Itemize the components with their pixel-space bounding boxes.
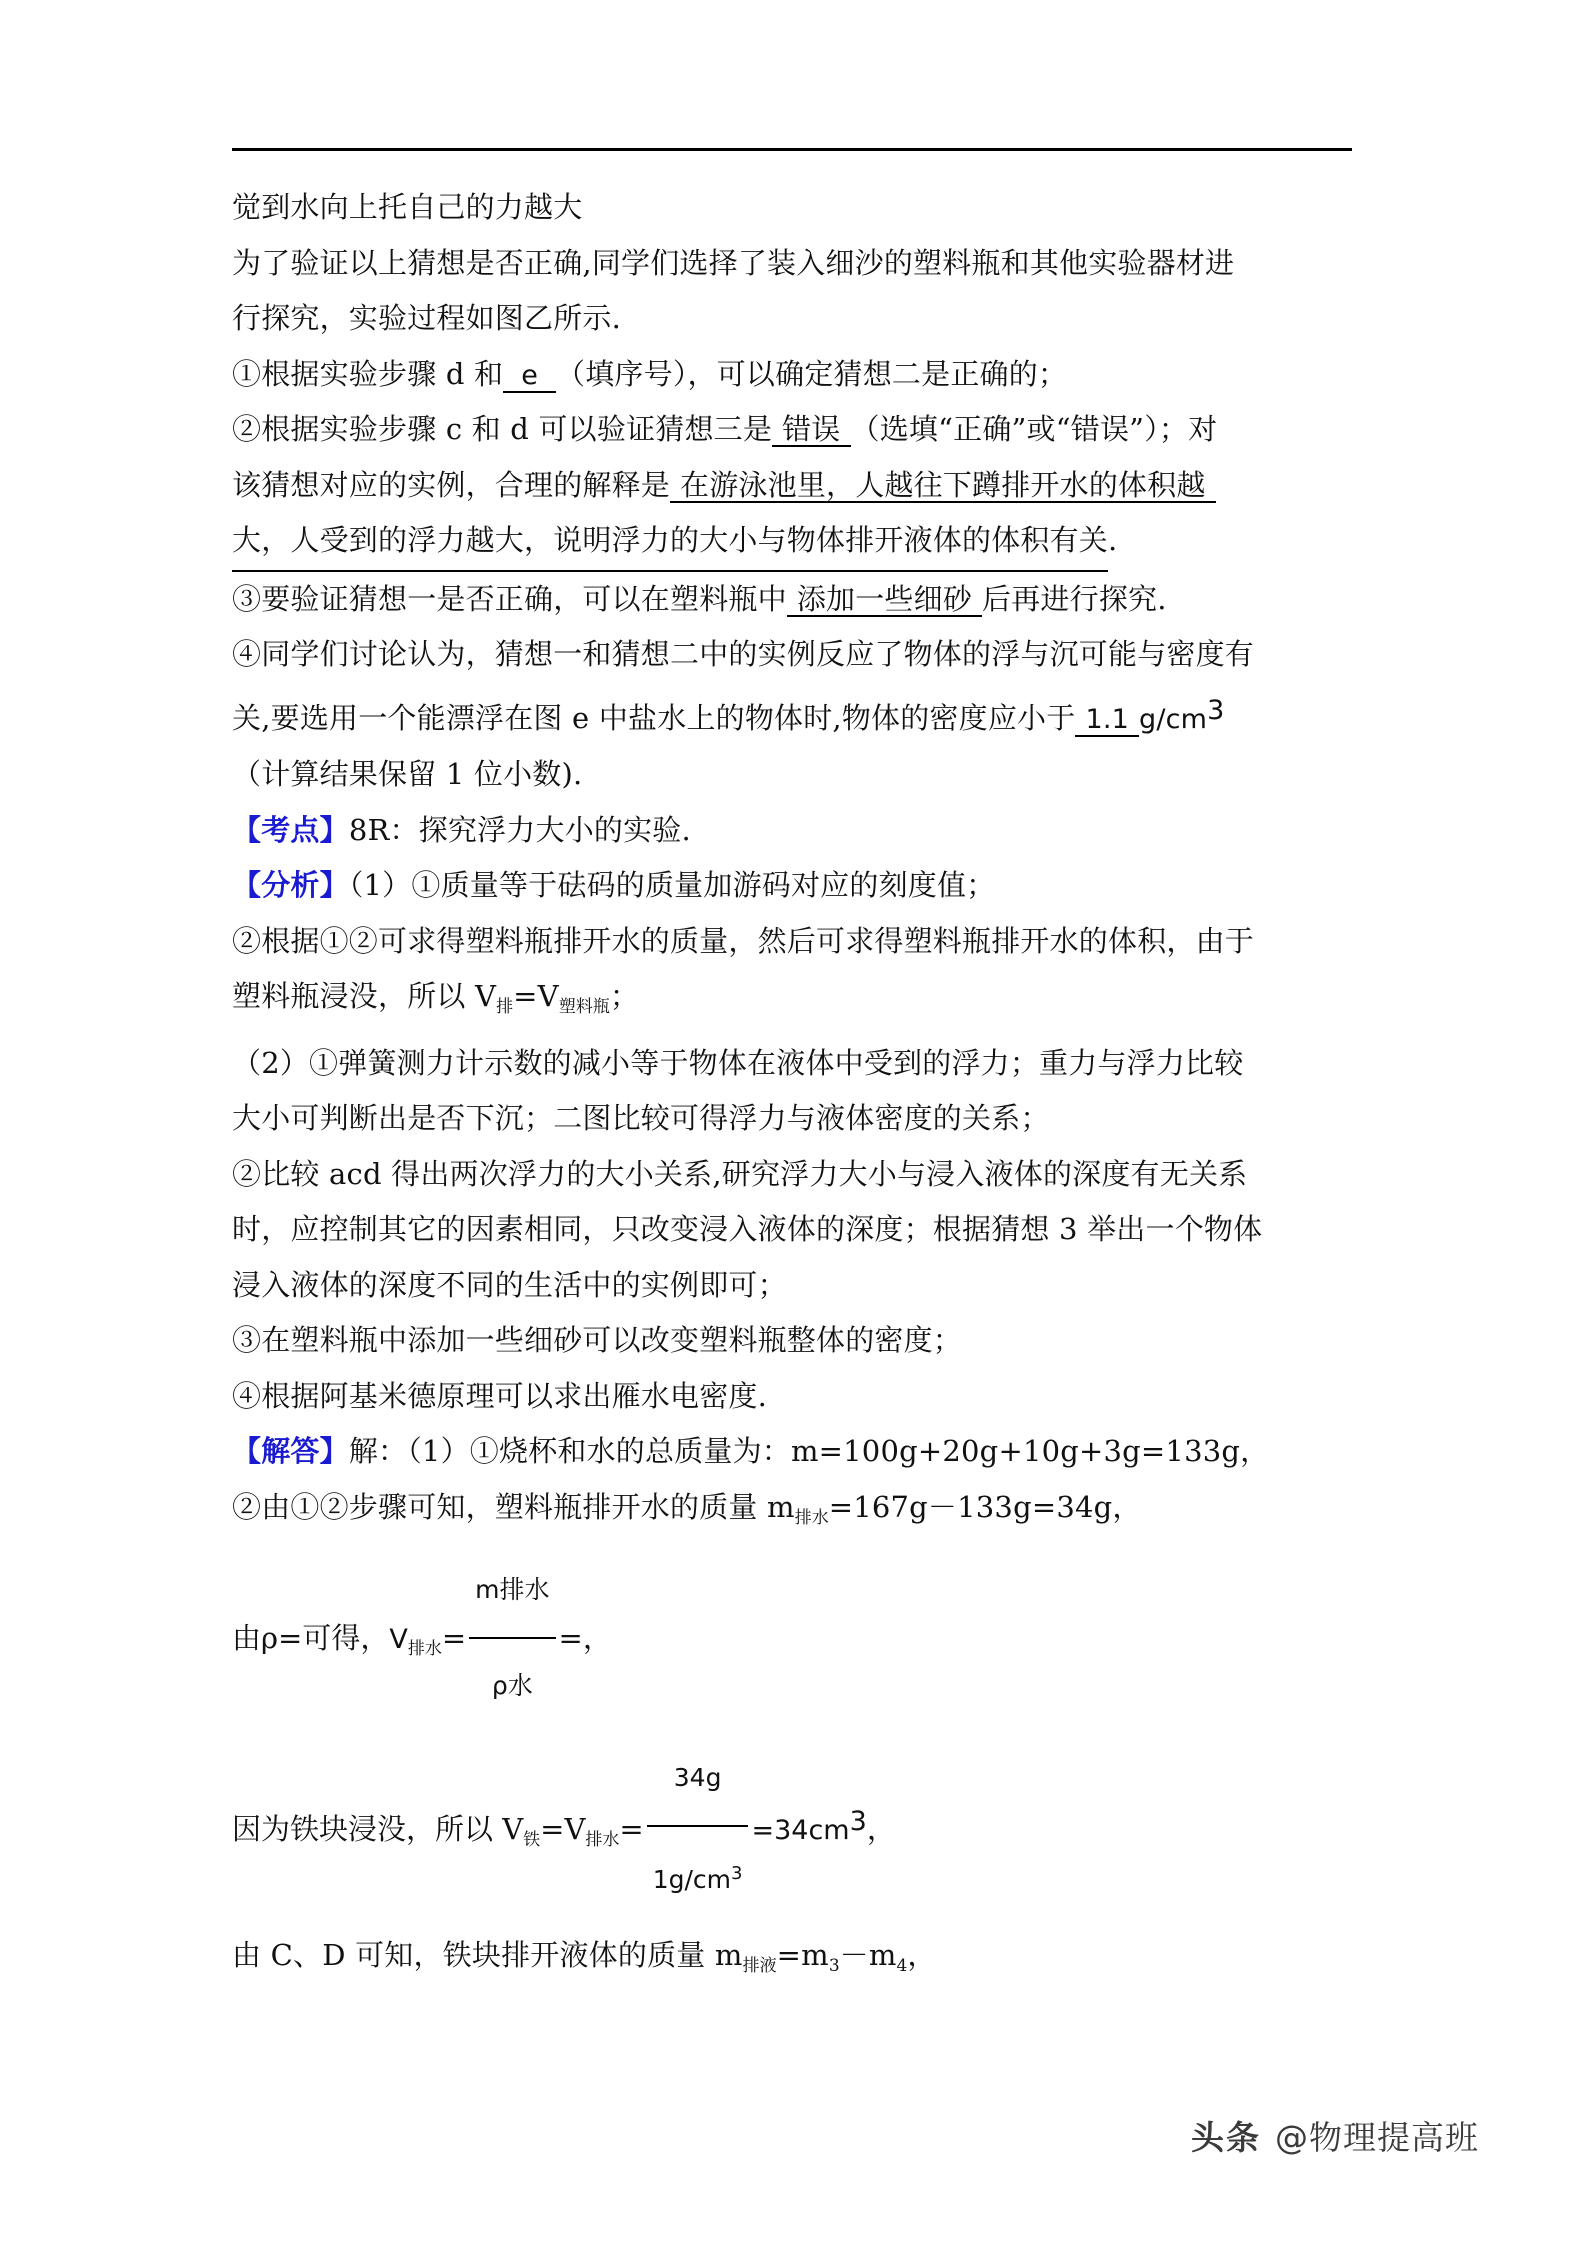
q2-answer: 错误 (772, 414, 850, 447)
q2c-suffix: . (1108, 523, 1118, 557)
f1-variable-subscript: 排水 (407, 1639, 442, 1659)
q1-suffix: （填序号），可以确定猜想二是正确的； (556, 356, 1068, 391)
q2-prefix: ②根据实验步骤 c 和 d 可以验证猜想三是 (232, 412, 773, 446)
question-4-line: ④同学们讨论认为，猜想一和猜想二中的实例反应了物体的浮与沉可能与密度有 (232, 637, 1255, 671)
formula-line-2 (232, 1734, 1360, 1928)
f2-end: ， (866, 1812, 896, 1846)
formula-line-3 (232, 1928, 1360, 1995)
f3-suffix: =m (776, 1938, 829, 1972)
fraction (647, 1732, 749, 1926)
analysis-line-7: 浸入液体的深度不同的生活中的实例即可； (232, 1267, 787, 1302)
q4b-unit-exponent: 3 (1207, 694, 1225, 726)
a2b-suffix: ； (609, 979, 640, 1013)
question-4c-line: （计算结果保留 1 位小数). (232, 757, 583, 791)
question-4b-line (232, 683, 1360, 748)
watermark (1191, 2112, 1479, 2159)
f1-variable: V (389, 1624, 408, 1655)
fraction-denominator (647, 1827, 749, 1926)
f3-prefix: 由 C、D 可知，铁块排开液体的质量 m (232, 1938, 743, 1972)
f1-prefix: 由ρ=可得， (232, 1621, 390, 1655)
kaodian-label: 【考点】 (232, 812, 349, 847)
f2-result-exponent: 3 (849, 1806, 867, 1837)
document-body (232, 180, 1360, 1995)
fraction-numerator: m排水 (469, 1544, 555, 1639)
jieda-line (232, 1424, 1360, 1480)
a2b-prefix: 塑料瓶浸没，所以 V (232, 979, 497, 1013)
s2-prefix: ②由①②步骤可知，塑料瓶排开水的质量 m (232, 1489, 795, 1524)
kaodian-text: 8R：探究浮力大小的实验. (348, 812, 691, 847)
q2-suffix: （选填“正确”或“错误”）；对 (850, 412, 1218, 446)
q2b-answer: 在游泳池里，人越往下蹲排开水的体积越 (670, 470, 1216, 503)
question-2-line (232, 402, 1360, 458)
question-2c-line (232, 513, 1360, 572)
fraction-denominator: ρ水 (491, 1671, 533, 1700)
q4b-answer: 1.1 (1075, 706, 1139, 737)
f2-subscript-1: 铁 (523, 1830, 541, 1850)
a2b-middle: =V (513, 979, 559, 1013)
watermark-handle: @物理提高班 (1275, 2118, 1479, 2157)
denominator-exponent: 3 (731, 1863, 743, 1884)
text-line: 觉到水向上托自己的力越大 (232, 190, 583, 224)
q3-suffix: 后再进行探究. (982, 581, 1167, 616)
q1-answer: e (503, 362, 556, 393)
analysis-line-3: （2）①弹簧测力计示数的减小等于物体在液体中受到的浮力；重力与浮力比较 (232, 1045, 1244, 1080)
f3-subscript-2: 3 (828, 1956, 840, 1976)
q1-prefix: ①根据实验步骤 d 和 (232, 356, 504, 391)
f2-subscript-2: 排水 (585, 1830, 620, 1850)
fenxi-label: 【分析】 (232, 868, 349, 902)
analysis-line-6: 时，应控制其它的因素相同，只改变浸入液体的深度；根据猜想 3 举出一个物体 (232, 1212, 1263, 1246)
analysis-line-2b (232, 969, 1360, 1036)
f3-suffix-2: －m (839, 1938, 897, 1972)
denominator-text: 1g/cm (652, 1865, 732, 1894)
f2-middle: =V (540, 1812, 586, 1846)
a2b-subscript-1: 排 (496, 997, 514, 1017)
question-3-line (232, 572, 1360, 628)
analysis-line-8: ③在塑料瓶中添加一些细砂可以改变塑料瓶整体的密度； (232, 1323, 963, 1357)
analysis-line-5: ②比较 acd 得出两次浮力的大小关系,研究浮力大小与浸入液体的深度有无关系 (232, 1156, 1248, 1191)
a2b-subscript-2: 塑料瓶 (558, 997, 610, 1017)
jieda-label: 【解答】 (232, 1434, 349, 1468)
f3-subscript: 排液 (742, 1956, 777, 1976)
jieda-text: 解：（1）①烧杯和水的总质量为：m=100g+20g+10g+3g=133g， (348, 1434, 1270, 1468)
kaodian-line (232, 803, 1360, 859)
f2-equals: = (619, 1812, 644, 1846)
q4b-prefix: 关,要选用一个能漂浮在图 e 中盐水上的物体时,物体的密度应小于 (232, 700, 1076, 735)
analysis-line-9: ④根据阿基米德原理可以求出雁水电密度. (232, 1378, 768, 1413)
toutiao-logo: 头条 (1191, 2118, 1261, 2157)
q2c-answer: 大，人受到的浮力越大，说明浮力的大小与物体排开液体的体积有关 (232, 513, 1108, 572)
fraction-numerator: 34g (647, 1732, 749, 1827)
q3-prefix: ③要验证猜想一是否正确，可以在塑料瓶中 (232, 581, 787, 616)
s2-subscript: 排水 (794, 1507, 829, 1528)
f2-result: =34cm (751, 1815, 850, 1846)
fraction (469, 1544, 555, 1732)
f3-subscript-3: 4 (896, 1956, 908, 1976)
header-rule (232, 148, 1352, 151)
f3-end: ， (907, 1938, 937, 1972)
f1-suffix: =， (558, 1621, 612, 1655)
text-line: 为了验证以上猜想是否正确,同学们选择了装入细沙的塑料瓶和其他实验器材进 (232, 245, 1235, 280)
fenxi-line (232, 858, 1360, 914)
text-line: 行探究，实验过程如图乙所示. (232, 301, 622, 335)
question-1-line (232, 347, 1360, 403)
q2b-prefix: 该猜想对应的实例，合理的解释是 (232, 467, 671, 502)
question-2b-line (232, 458, 1360, 514)
analysis-line-4: 大小可判断出是否下沉；二图比较可得浮力与液体密度的关系； (232, 1101, 1050, 1135)
analysis-line-2: ②根据①②可求得塑料瓶排开水的质量，然后可求得塑料瓶排开水的体积，由于 (232, 923, 1255, 958)
fenxi-text: （1）①质量等于砝码的质量加游码对应的刻度值； (348, 868, 996, 902)
solution-line-2 (232, 1480, 1360, 1547)
f2-prefix: 因为铁块浸没，所以 V (232, 1812, 524, 1846)
f1-equals: = (441, 1621, 467, 1655)
q3-answer: 添加一些细砂 (787, 584, 982, 617)
s2-suffix: =167g－133g=34g， (828, 1489, 1142, 1524)
q4b-unit: g/cm (1138, 703, 1208, 735)
formula-line-1 (232, 1546, 1360, 1734)
